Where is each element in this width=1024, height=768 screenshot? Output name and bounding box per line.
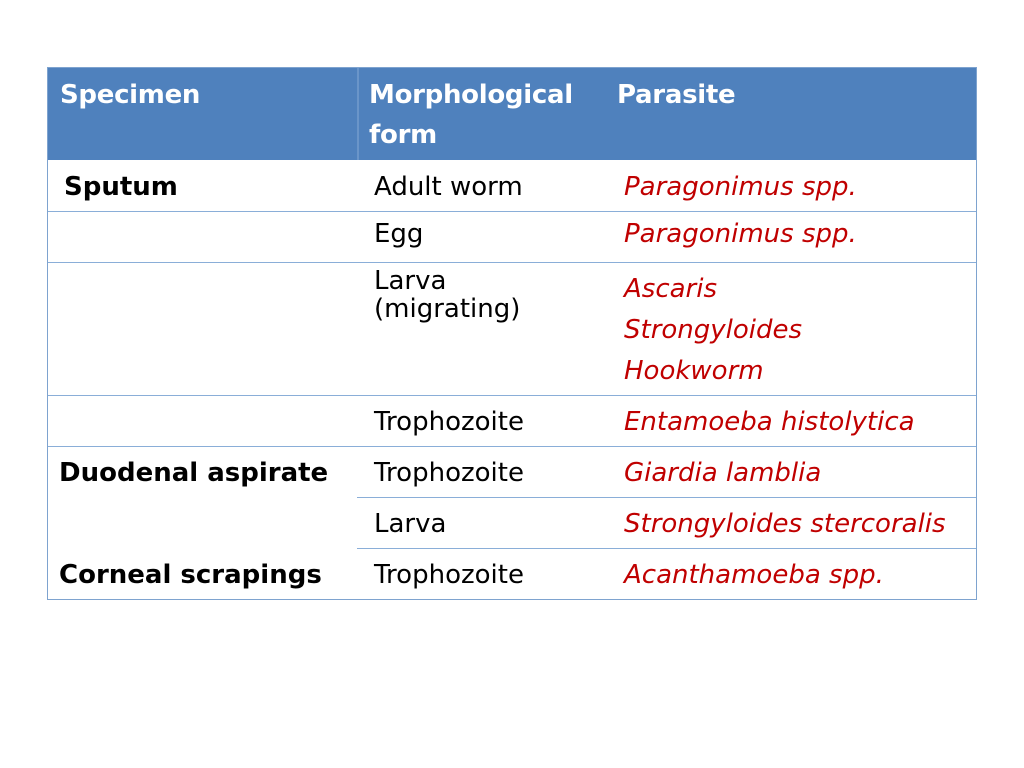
header-morphological-line2: form: [369, 120, 437, 150]
header-specimen: Specimen: [60, 80, 201, 110]
row-4-parasite: Entamoeba histolytica: [624, 407, 915, 437]
row-1-parasite: Paragonimus spp.: [624, 172, 857, 202]
header-morphological-form: [369, 75, 573, 155]
header-divider: [357, 68, 359, 160]
row-7-parasite: Acanthamoeba spp.: [624, 560, 884, 590]
row-divider: [48, 446, 976, 447]
row-divider: [357, 497, 976, 498]
header-parasite: Parasite: [617, 80, 736, 110]
table-header: [48, 68, 976, 160]
parasite-specimen-table: [47, 67, 977, 600]
row-3-form-line1: Larva: [374, 266, 447, 296]
row-7-form: Trophozoite: [374, 560, 524, 590]
row-6-parasite: Strongyloides stercoralis: [624, 509, 946, 539]
row-1-form: Adult worm: [374, 172, 523, 202]
row-2-form: Egg: [374, 219, 424, 249]
row-divider: [48, 211, 976, 212]
row-5-specimen: Duodenal aspirate: [59, 458, 329, 488]
header-morphological-line1: Morphological: [369, 80, 573, 110]
row-2-parasite: Paragonimus spp.: [624, 219, 857, 249]
row-divider: [357, 548, 976, 549]
row-3-parasite-ascaris: Ascaris: [624, 274, 718, 304]
row-3-parasite-strongyloides: Strongyloides: [624, 315, 803, 345]
row-5-parasite: Giardia lamblia: [624, 458, 822, 488]
row-3-form: [374, 267, 520, 323]
row-divider: [48, 395, 976, 396]
row-6-form: Larva: [374, 509, 447, 539]
row-3-parasite-hookworm: Hookworm: [624, 356, 764, 386]
row-7-specimen: Corneal scrapings: [59, 560, 322, 590]
row-divider: [48, 262, 976, 263]
row-3-form-line2: (migrating): [374, 294, 521, 324]
row-4-form: Trophozoite: [374, 407, 524, 437]
row-3-parasites: [624, 269, 802, 392]
row-1-specimen: Sputum: [64, 172, 178, 202]
row-5-form: Trophozoite: [374, 458, 524, 488]
